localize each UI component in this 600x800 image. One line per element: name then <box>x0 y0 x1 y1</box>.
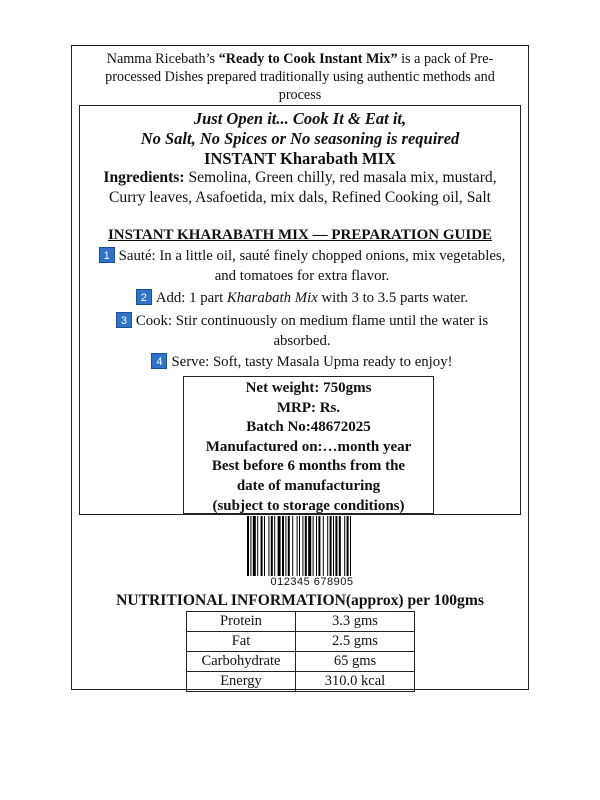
tagline-line-1: Just Open it... Cook It & Eat it, <box>193 109 407 128</box>
nutrient-value: 3.3 gms <box>296 612 415 632</box>
manufactured-on: Manufactured on:…month year <box>205 438 412 455</box>
table-row <box>187 612 415 632</box>
step-2 <box>96 288 508 308</box>
intro-highlight: “Ready to Cook Instant Mix” <box>218 51 398 67</box>
nutrient-value: 2.5 gms <box>296 632 415 652</box>
ingredients-paragraph <box>92 168 508 207</box>
best-before-line-2: date of manufacturing <box>236 477 381 494</box>
step-2-text-pre: Add: 1 part <box>155 290 227 306</box>
step-1-text: Sauté: In a little oil, sauté finely chopped onions, mix vegetables, and tomatoes for extra flavor. <box>118 248 506 284</box>
intro-rest: is a pack of Pre-processed Dishes prepared traditionally using authentic methods and process <box>105 51 495 103</box>
step-2-text-italic: Kharabath Mix <box>226 290 318 306</box>
nutrient-name: Protein <box>187 612 296 632</box>
table-row <box>187 632 415 652</box>
nutrient-name: Carbohydrate <box>187 652 296 672</box>
table-row <box>187 652 415 672</box>
step-3-number-badge: 3 <box>116 312 132 328</box>
nutrient-name: Fat <box>187 632 296 652</box>
barcode-digits <box>252 576 372 588</box>
batch-number: Batch No:48672025 <box>246 419 371 436</box>
nutrient-value: 65 gms <box>296 652 415 672</box>
storage-note: (subject to storage conditions) <box>212 497 405 514</box>
barcode-right-digits: 678905 <box>313 576 354 588</box>
preparation-guide-title: INSTANT KHARABATH MIX — PREPARATION GUIDE <box>107 227 493 243</box>
ingredients-text: Semolina, Green chilly, red masala mix, mustard, Curry leaves, Asafoetida, mix dals, Refined Cooking oil, Salt <box>109 169 497 206</box>
nutrient-value: 310.0 kcal <box>296 672 415 692</box>
step-2-text-post: with 3 to 3.5 parts water. <box>317 290 469 306</box>
barcode-left-digits: 012345 <box>270 576 311 588</box>
product-name: INSTANT Kharabath MIX <box>204 149 396 168</box>
ingredients-label: Ingredients: <box>103 169 185 186</box>
step-4-text: Serve: Soft, tasty Masala Upma ready to enjoy! <box>171 354 453 370</box>
intro-brand: Namma Ricebath’s <box>106 51 216 67</box>
table-row <box>187 672 415 692</box>
intro-paragraph <box>84 50 516 104</box>
net-weight: Net weight: 750gms <box>245 380 372 396</box>
step-4-number-badge: 4 <box>151 353 167 369</box>
step-1-number-badge: 1 <box>99 247 115 263</box>
tagline-line-2: No Salt, No Spices or No seasoning is required <box>140 129 460 148</box>
tagline <box>80 109 520 149</box>
step-4 <box>96 352 508 372</box>
step-2-number-badge: 2 <box>136 289 152 305</box>
nutrition-table <box>186 611 415 692</box>
mrp: MRP: Rs. <box>276 399 341 416</box>
best-before-line-1: Best before 6 months from the <box>211 458 406 475</box>
barcode-icon <box>246 516 376 576</box>
step-3 <box>96 311 508 351</box>
nutrition-title: NUTRITIONAL INFORMATION(approx) per 100gms <box>116 592 484 609</box>
step-1 <box>96 246 508 286</box>
step-3-text: Cook: Stir continuously on medium flame until the water is absorbed. <box>135 313 489 349</box>
product-info <box>184 379 433 516</box>
nutrient-name: Energy <box>187 672 296 692</box>
